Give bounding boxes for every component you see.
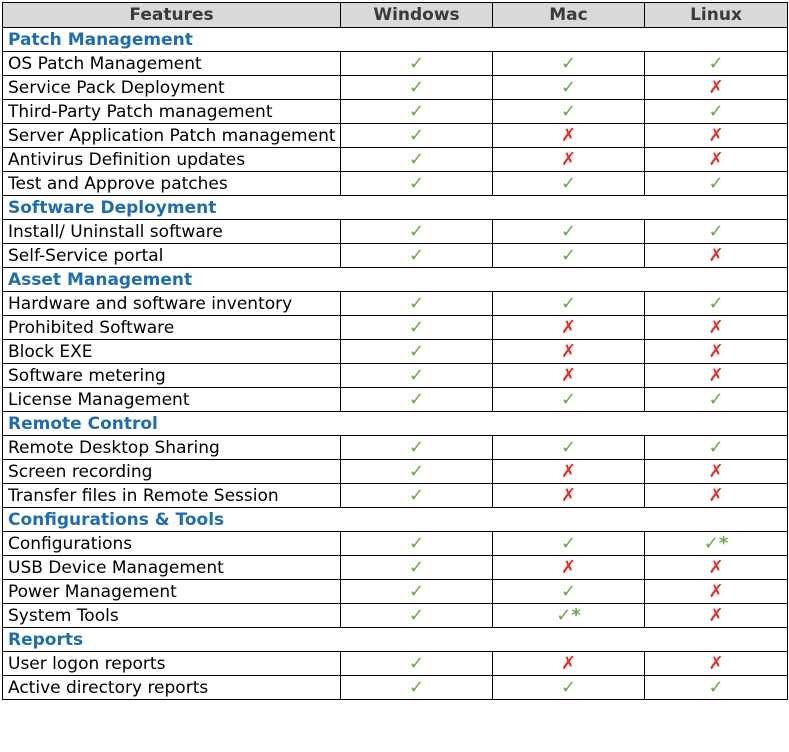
feature-name: Remote Desktop Sharing [3,436,341,460]
check-icon: ✓ [560,173,577,194]
check-icon: ✓ [708,389,724,410]
cross-icon: ✗ [560,149,577,170]
table-row [3,76,788,100]
check-icon: ✓ [708,437,724,458]
table-row [3,148,788,172]
feature-name: Screen recording [3,460,341,484]
mac-support-cell [493,124,645,148]
feature-name: User logon reports [3,652,341,676]
cross-icon: ✗ [560,341,577,362]
section-row [3,268,788,292]
header-windows: Windows [341,3,493,28]
section-row [3,628,788,652]
check-icon: ✓* [556,605,581,626]
feature-name: System Tools [3,604,341,628]
linux-support-cell [645,220,788,244]
windows-support-cell [341,292,493,316]
cross-icon: ✗ [708,77,724,98]
windows-support-cell [341,460,493,484]
check-icon: ✓ [408,461,425,482]
check-icon: ✓ [408,605,425,626]
check-icon: ✓ [408,53,425,74]
section-title: Configurations & Tools [3,508,788,532]
section-title: Software Deployment [3,196,788,220]
windows-support-cell [341,388,493,412]
cross-icon: ✗ [708,149,724,170]
table-row [3,556,788,580]
linux-support-cell [645,484,788,508]
windows-support-cell [341,364,493,388]
mac-support-cell [493,436,645,460]
check-icon: ✓ [560,533,577,554]
table-row [3,172,788,196]
mac-support-cell [493,652,645,676]
table-body [3,28,788,700]
mac-support-cell [493,148,645,172]
feature-name: Transfer files in Remote Session [3,484,341,508]
linux-support-cell [645,124,788,148]
check-icon: ✓ [408,677,425,698]
windows-support-cell [341,676,493,700]
section-title: Patch Management [3,28,788,52]
cross-icon: ✗ [708,653,724,674]
check-icon: ✓ [560,293,577,314]
cross-icon: ✗ [708,461,724,482]
linux-support-cell [645,316,788,340]
feature-name: License Management [3,388,341,412]
mac-support-cell [493,172,645,196]
cross-icon: ✗ [708,245,724,266]
table-row [3,532,788,556]
check-icon: ✓ [408,173,425,194]
mac-support-cell [493,52,645,76]
header-mac: Mac [493,3,645,28]
linux-support-cell [645,532,788,556]
table-row [3,580,788,604]
linux-support-cell [645,172,788,196]
section-row [3,196,788,220]
check-icon: ✓ [408,581,425,602]
linux-support-cell [645,340,788,364]
feature-name: Power Management [3,580,341,604]
cross-icon: ✗ [560,365,577,386]
feature-name: Third-Party Patch management [3,100,341,124]
cross-icon: ✗ [708,581,724,602]
feature-name: Service Pack Deployment [3,76,341,100]
table-row [3,364,788,388]
check-icon: ✓ [560,53,577,74]
table-row [3,388,788,412]
check-icon: ✓ [408,245,425,266]
check-icon: ✓ [708,293,724,314]
check-icon: ✓ [560,77,577,98]
mac-support-cell [493,220,645,244]
table-row [3,316,788,340]
mac-support-cell [493,604,645,628]
feature-name: OS Patch Management [3,52,341,76]
check-icon: ✓ [708,221,724,242]
mac-support-cell [493,292,645,316]
check-icon: ✓ [408,557,425,578]
header-features: Features [3,3,341,28]
linux-support-cell [645,604,788,628]
windows-support-cell [341,148,493,172]
windows-support-cell [341,52,493,76]
cross-icon: ✗ [708,557,724,578]
cross-icon: ✗ [560,461,577,482]
header-linux: Linux [645,3,788,28]
table-row [3,52,788,76]
linux-support-cell [645,436,788,460]
section-title: Remote Control [3,412,788,436]
mac-support-cell [493,388,645,412]
windows-support-cell [341,172,493,196]
cross-icon: ✗ [560,317,577,338]
check-icon: ✓ [708,173,724,194]
cross-icon: ✗ [708,365,724,386]
feature-name: Block EXE [3,340,341,364]
windows-support-cell [341,124,493,148]
windows-support-cell [341,244,493,268]
section-row [3,28,788,52]
mac-support-cell [493,340,645,364]
feature-name: USB Device Management [3,556,341,580]
check-icon: ✓ [408,533,425,554]
windows-support-cell [341,604,493,628]
check-icon: ✓ [560,221,577,242]
table-row [3,652,788,676]
check-icon: ✓ [408,149,425,170]
mac-support-cell [493,316,645,340]
feature-name: Software metering [3,364,341,388]
header-row [3,3,788,28]
mac-support-cell [493,244,645,268]
linux-support-cell [645,148,788,172]
section-title: Reports [3,628,788,652]
check-icon: ✓ [560,437,577,458]
feature-name: Configurations [3,532,341,556]
windows-support-cell [341,100,493,124]
feature-name: Server Application Patch management [3,124,341,148]
table-row [3,676,788,700]
feature-name: Test and Approve patches [3,172,341,196]
check-icon: ✓ [708,677,724,698]
linux-support-cell [645,652,788,676]
table-row [3,124,788,148]
check-icon: ✓ [560,389,577,410]
table-row [3,604,788,628]
windows-support-cell [341,340,493,364]
check-icon: ✓ [408,341,425,362]
mac-support-cell [493,580,645,604]
mac-support-cell [493,676,645,700]
section-row [3,412,788,436]
table-row [3,436,788,460]
check-icon: ✓ [408,485,425,506]
windows-support-cell [341,556,493,580]
check-icon: ✓ [708,101,724,122]
windows-support-cell [341,652,493,676]
feature-name: Install/ Uninstall software [3,220,341,244]
mac-support-cell [493,532,645,556]
cross-icon: ✗ [708,605,724,626]
windows-support-cell [341,484,493,508]
feature-name: Hardware and software inventory [3,292,341,316]
mac-support-cell [493,556,645,580]
windows-support-cell [341,532,493,556]
mac-support-cell [493,364,645,388]
windows-support-cell [341,436,493,460]
linux-support-cell [645,76,788,100]
table-row [3,484,788,508]
mac-support-cell [493,76,645,100]
table-row [3,340,788,364]
table-row [3,100,788,124]
linux-support-cell [645,100,788,124]
cross-icon: ✗ [560,653,577,674]
check-icon: ✓ [408,437,425,458]
feature-comparison-table [2,2,788,700]
feature-name: Prohibited Software [3,316,341,340]
check-icon: ✓ [560,101,577,122]
linux-support-cell [645,580,788,604]
feature-name: Antivirus Definition updates [3,148,341,172]
cross-icon: ✗ [708,341,724,362]
mac-support-cell [493,484,645,508]
check-icon: ✓ [408,221,425,242]
linux-support-cell [645,460,788,484]
check-icon: ✓ [408,77,425,98]
table-row [3,292,788,316]
windows-support-cell [341,316,493,340]
mac-support-cell [493,100,645,124]
feature-name: Self-Service portal [3,244,341,268]
check-icon: ✓ [408,653,425,674]
check-icon: ✓ [708,53,724,74]
cross-icon: ✗ [560,485,577,506]
linux-support-cell [645,388,788,412]
linux-support-cell [645,292,788,316]
linux-support-cell [645,676,788,700]
check-icon: ✓ [560,677,577,698]
check-icon: ✓ [408,101,425,122]
windows-support-cell [341,76,493,100]
windows-support-cell [341,580,493,604]
linux-support-cell [645,556,788,580]
section-row [3,508,788,532]
linux-support-cell [645,364,788,388]
check-icon: ✓ [408,317,425,338]
cross-icon: ✗ [560,557,577,578]
feature-name: Active directory reports [3,676,341,700]
mac-support-cell [493,460,645,484]
check-icon: ✓ [560,581,577,602]
windows-support-cell [341,220,493,244]
cross-icon: ✗ [708,317,724,338]
check-icon: ✓ [408,125,425,146]
linux-support-cell [645,244,788,268]
cross-icon: ✗ [708,125,724,146]
section-title: Asset Management [3,268,788,292]
check-icon: ✓ [560,245,577,266]
check-icon: ✓ [408,293,425,314]
check-icon: ✓* [703,533,729,554]
table-row [3,460,788,484]
check-icon: ✓ [408,389,425,410]
check-icon: ✓ [408,365,425,386]
cross-icon: ✗ [708,485,724,506]
table-row [3,220,788,244]
table-row [3,244,788,268]
cross-icon: ✗ [560,125,577,146]
linux-support-cell [645,52,788,76]
